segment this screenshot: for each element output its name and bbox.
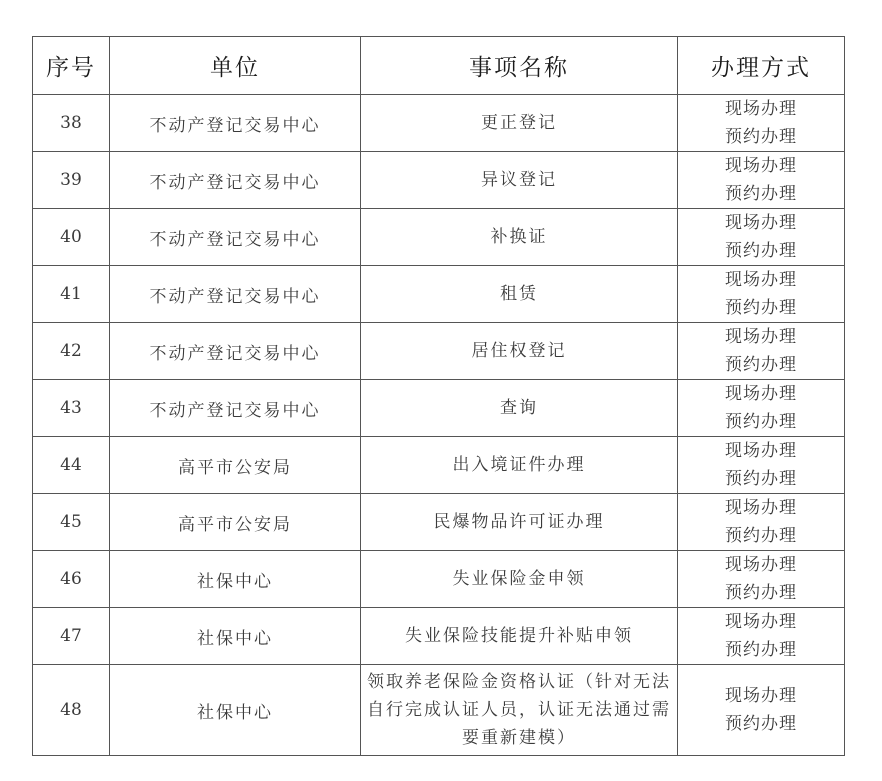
table-row — [33, 437, 845, 494]
cell-mode — [678, 437, 845, 494]
mode-onsite: 现场办理 — [725, 384, 797, 404]
cell-no: 47 — [33, 608, 110, 665]
mode-onsite: 现场办理 — [725, 327, 797, 347]
cell-mode — [678, 665, 845, 756]
table-row — [33, 665, 845, 756]
cell-item: 查询 — [361, 380, 678, 437]
cell-unit: 不动产登记交易中心 — [110, 95, 361, 152]
table-row — [33, 551, 845, 608]
table-row — [33, 494, 845, 551]
mode-appointment: 预约办理 — [725, 241, 797, 261]
cell-unit: 不动产登记交易中心 — [110, 152, 361, 209]
mode-onsite: 现场办理 — [725, 441, 797, 461]
cell-no: 38 — [33, 95, 110, 152]
cell-unit: 高平市公安局 — [110, 437, 361, 494]
mode-appointment: 预约办理 — [725, 714, 797, 734]
table-row — [33, 209, 845, 266]
mode-onsite: 现场办理 — [725, 498, 797, 518]
table-header-row — [33, 37, 845, 95]
cell-mode — [678, 380, 845, 437]
mode-onsite: 现场办理 — [725, 270, 797, 290]
cell-item: 更正登记 — [361, 95, 678, 152]
cell-unit: 不动产登记交易中心 — [110, 209, 361, 266]
mode-appointment: 预约办理 — [725, 412, 797, 432]
mode-onsite: 现场办理 — [725, 686, 797, 706]
cell-item: 民爆物品许可证办理 — [361, 494, 678, 551]
header-mode: 办理方式 — [678, 37, 845, 95]
cell-item: 领取养老保险金资格认证（针对无法自行完成认证人员，认证无法通过需要重新建模） — [361, 665, 678, 756]
cell-no: 44 — [33, 437, 110, 494]
cell-unit: 社保中心 — [110, 608, 361, 665]
cell-mode — [678, 551, 845, 608]
cell-unit: 不动产登记交易中心 — [110, 380, 361, 437]
table-row — [33, 152, 845, 209]
header-item: 事项名称 — [361, 37, 678, 95]
mode-appointment: 预约办理 — [725, 583, 797, 603]
cell-item: 异议登记 — [361, 152, 678, 209]
cell-no: 39 — [33, 152, 110, 209]
mode-appointment: 预约办理 — [725, 127, 797, 147]
cell-unit: 不动产登记交易中心 — [110, 323, 361, 380]
mode-appointment: 预约办理 — [725, 469, 797, 489]
cell-unit: 社保中心 — [110, 551, 361, 608]
cell-item: 失业保险技能提升补贴申领 — [361, 608, 678, 665]
cell-item: 租赁 — [361, 266, 678, 323]
cell-no: 48 — [33, 665, 110, 756]
table-row — [33, 266, 845, 323]
cell-item: 出入境证件办理 — [361, 437, 678, 494]
table-row — [33, 380, 845, 437]
table-row — [33, 608, 845, 665]
cell-mode — [678, 608, 845, 665]
table-row — [33, 323, 845, 380]
cell-no: 42 — [33, 323, 110, 380]
cell-mode — [678, 209, 845, 266]
mode-appointment: 预约办理 — [725, 355, 797, 375]
cell-unit: 高平市公安局 — [110, 494, 361, 551]
cell-no: 45 — [33, 494, 110, 551]
cell-mode — [678, 152, 845, 209]
cell-unit: 不动产登记交易中心 — [110, 266, 361, 323]
mode-onsite: 现场办理 — [725, 156, 797, 176]
table-row — [33, 95, 845, 152]
mode-appointment: 预约办理 — [725, 184, 797, 204]
cell-unit: 社保中心 — [110, 665, 361, 756]
cell-no: 40 — [33, 209, 110, 266]
services-table — [32, 36, 845, 756]
cell-mode — [678, 266, 845, 323]
header-unit: 单位 — [110, 37, 361, 95]
mode-appointment: 预约办理 — [725, 640, 797, 660]
mode-appointment: 预约办理 — [725, 526, 797, 546]
cell-mode — [678, 494, 845, 551]
cell-item: 居住权登记 — [361, 323, 678, 380]
mode-onsite: 现场办理 — [725, 213, 797, 233]
cell-no: 43 — [33, 380, 110, 437]
header-no: 序号 — [33, 37, 110, 95]
cell-mode — [678, 323, 845, 380]
cell-no: 46 — [33, 551, 110, 608]
cell-item: 失业保险金申领 — [361, 551, 678, 608]
cell-item: 补换证 — [361, 209, 678, 266]
mode-onsite: 现场办理 — [725, 99, 797, 119]
mode-onsite: 现场办理 — [725, 612, 797, 632]
cell-no: 41 — [33, 266, 110, 323]
cell-mode — [678, 95, 845, 152]
mode-appointment: 预约办理 — [725, 298, 797, 318]
mode-onsite: 现场办理 — [725, 555, 797, 575]
